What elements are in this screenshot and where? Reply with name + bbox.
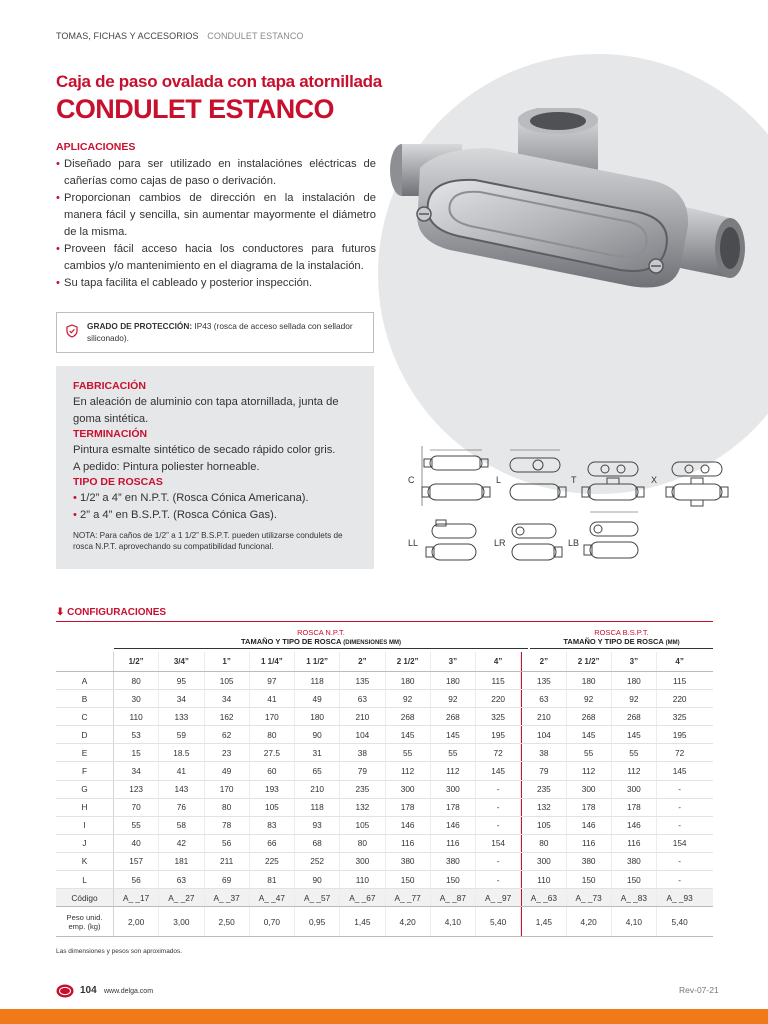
applications-heading: APLICACIONES (56, 141, 136, 153)
table-cell: 135 (521, 672, 566, 689)
table-cell: 112 (431, 762, 476, 779)
table-cell: 181 (159, 853, 204, 870)
table-cell: 135 (340, 672, 385, 689)
table-cell: 178 (386, 799, 431, 816)
table-cell: 115 (673, 675, 687, 686)
table-cell: 0,95 (295, 907, 340, 936)
table-row (56, 781, 713, 799)
table-row (56, 799, 713, 817)
table-cell: 80 (521, 835, 566, 852)
table-cell: A_ _87 (431, 889, 476, 906)
table-cell: A_ _37 (205, 889, 250, 906)
column-header: 4” (476, 652, 521, 671)
table-cell: 92 (612, 690, 657, 707)
diagram-label-x: X (651, 475, 658, 485)
table-cell: 116 (612, 835, 657, 852)
table-cell: 150 (567, 871, 612, 888)
finish-line: Pintura esmalte sintético de secado rápido color gris. (73, 444, 336, 456)
row-label: C (56, 708, 114, 725)
table-cell: 90 (295, 871, 340, 888)
table-cell: 150 (431, 871, 476, 888)
finish-heading: TERMINACIÓN (73, 428, 148, 440)
table-cell: 55 (386, 744, 431, 761)
table-cell: A_ _73 (567, 889, 612, 906)
diagram-label-c: C (408, 475, 415, 485)
row-label: L (56, 871, 114, 888)
table-cell: 41 (250, 690, 295, 707)
table-cell: 0,70 (250, 907, 295, 936)
table-cell: 115 (476, 672, 521, 689)
table-cell: A_ _83 (612, 889, 657, 906)
table-cell: A_ _17 (114, 889, 159, 906)
table-row (56, 853, 713, 871)
row-label: I (56, 817, 114, 834)
table-cell: 252 (295, 853, 340, 870)
footnote: Las dimensiones y pesos son aproximados. (56, 948, 183, 955)
diagram-label-t: T (571, 475, 577, 485)
table-cell: 80 (340, 835, 385, 852)
table-cell: 380 (431, 853, 476, 870)
table-cell: - (678, 874, 681, 885)
table-cell: 83 (250, 817, 295, 834)
table-cell: 110 (114, 708, 159, 725)
diagram-drawings (400, 436, 730, 576)
table-cell: 40 (114, 835, 159, 852)
table-cell: - (476, 799, 521, 816)
protection-rating-box (56, 312, 374, 353)
list-item: • 2” a 4” en B.S.P.T. (Rosca Cónica Gas). (73, 509, 277, 521)
table-cell: 157 (114, 853, 159, 870)
table-cell: 80 (114, 672, 159, 689)
table-row (56, 871, 713, 889)
table-cell: - (476, 781, 521, 798)
table-cell: 268 (431, 708, 476, 725)
table-cell: 110 (340, 871, 385, 888)
list-item: • 1/2” a 4” en N.P.T. (Rosca Cónica Americana). (73, 492, 309, 504)
dimensions-table (56, 652, 713, 937)
row-label: E (56, 744, 114, 761)
table-cell: 123 (114, 781, 159, 798)
table-cell: 220 (476, 690, 521, 707)
table-cell: 1,45 (340, 907, 385, 936)
table-cell: 150 (386, 871, 431, 888)
list-item: • Proporcionan cambios de dirección en la instalación de manera fácil y sencilla, sin aumentar mayormente el diámetro de la misma. (56, 192, 376, 238)
table-cell: 178 (612, 799, 657, 816)
table-row-peso (56, 907, 713, 937)
table-cell: 4,20 (386, 907, 431, 936)
column-header: 1 1/4” (250, 652, 295, 671)
table-cell: 145 (431, 726, 476, 743)
row-label: A (56, 672, 114, 689)
table-cell: 1,45 (521, 907, 566, 936)
bspt-group-header: ROSCA B.S.P.T. TAMAÑO Y TIPO DE ROSCA (MM) (563, 628, 680, 646)
table-cell: A_ _97 (476, 889, 521, 906)
table-cell: 31 (295, 744, 340, 761)
table-cell: 72 (675, 747, 685, 758)
column-header: 4” (675, 657, 684, 666)
breadcrumb (56, 31, 304, 41)
table-cell: 235 (521, 781, 566, 798)
column-header: 3” (612, 652, 657, 671)
table-cell: 154 (672, 838, 687, 849)
column-header: 2” (521, 652, 566, 671)
table-cell: 42 (159, 835, 204, 852)
table-cell: 118 (295, 672, 340, 689)
table-cell: 300 (431, 781, 476, 798)
table-cell: 145 (567, 726, 612, 743)
npt-group-header: ROSCA N.P.T. TAMAÑO Y TIPO DE ROSCA (DIMENSIONES MM) (241, 628, 401, 646)
table-cell: 34 (114, 762, 159, 779)
table-cell: 225 (250, 853, 295, 870)
website-link[interactable]: www.delga.com (104, 988, 154, 995)
table-cell: A_ _27 (159, 889, 204, 906)
table-cell: 41 (159, 762, 204, 779)
table-cell: 90 (295, 726, 340, 743)
table-cell: 2,50 (205, 907, 250, 936)
table-cell: 2,00 (114, 907, 159, 936)
table-cell: 49 (295, 690, 340, 707)
table-row (56, 672, 713, 690)
table-cell: 3,00 (159, 907, 204, 936)
row-label: G (56, 781, 114, 798)
table-cell: 154 (476, 835, 521, 852)
table-cell: 49 (205, 762, 250, 779)
table-cell: 5,40 (671, 916, 688, 927)
table-cell: 380 (612, 853, 657, 870)
table-cell: 112 (386, 762, 431, 779)
table-cell: - (678, 802, 681, 813)
table-cell: 118 (295, 799, 340, 816)
table-cell: 63 (159, 871, 204, 888)
configurations-heading: ⬇ CONFIGURACIONES (56, 607, 167, 618)
diagram-label-ll: LL (408, 538, 419, 548)
table-cell: 27.5 (250, 744, 295, 761)
row-label: F (56, 762, 114, 779)
column-header: 2” (340, 652, 385, 671)
bspt-group-line (530, 648, 713, 649)
table-cell: 268 (386, 708, 431, 725)
table-row (56, 762, 713, 780)
table-cell: 92 (431, 690, 476, 707)
table-cell: 105 (521, 817, 566, 834)
table-cell: 210 (295, 781, 340, 798)
table-cell: 93 (295, 817, 340, 834)
table-cell: 92 (567, 690, 612, 707)
thread-heading: TIPO DE ROSCAS (73, 476, 163, 488)
table-cell: - (678, 784, 681, 795)
table-cell: A_ _93 (666, 892, 693, 903)
table-cell: 70 (114, 799, 159, 816)
column-header: 3” (431, 652, 476, 671)
table-cell: A_ _67 (340, 889, 385, 906)
table-cell: 210 (340, 708, 385, 725)
table-cell: 180 (431, 672, 476, 689)
table-cell: 63 (340, 690, 385, 707)
diagram-label-lr: LR (494, 538, 506, 548)
table-cell: - (476, 817, 521, 834)
table-row (56, 726, 713, 744)
table-cell: 23 (205, 744, 250, 761)
fabrication-heading: FABRICACIÓN (73, 380, 146, 392)
table-cell: 235 (340, 781, 385, 798)
table-cell: 211 (205, 853, 250, 870)
table-cell: 78 (205, 817, 250, 834)
row-label: D (56, 726, 114, 743)
table-cell: 180 (567, 672, 612, 689)
table-cell: 68 (295, 835, 340, 852)
table-row (56, 690, 713, 708)
table-cell: 66 (250, 835, 295, 852)
table-cell: 34 (159, 690, 204, 707)
table-cell: 4,20 (567, 907, 612, 936)
table-cell: 59 (159, 726, 204, 743)
column-header: 1 1/2” (295, 652, 340, 671)
table-cell: 105 (205, 672, 250, 689)
table-cell: 80 (250, 726, 295, 743)
table-cell: 132 (340, 799, 385, 816)
table-cell: 62 (205, 726, 250, 743)
table-cell: 170 (250, 708, 295, 725)
table-cell: 145 (612, 726, 657, 743)
table-cell: 116 (386, 835, 431, 852)
list-item: • Diseñado para ser utilizado en instalaciónes eléctricas de cañerías como cajas de paso o derivación. (56, 158, 376, 187)
table-cell: 18.5 (159, 744, 204, 761)
table-cell: 300 (612, 781, 657, 798)
page-title: CONDULET ESTANCO (56, 94, 334, 124)
table-cell: 380 (386, 853, 431, 870)
table-cell: 56 (114, 871, 159, 888)
table-row (56, 835, 713, 853)
table-cell: 178 (567, 799, 612, 816)
table-cell: A_ _63 (521, 889, 566, 906)
table-cell: 104 (521, 726, 566, 743)
table-cell: 105 (340, 817, 385, 834)
page-subtitle: Caja de paso ovalada con tapa atornillada (56, 72, 382, 91)
table-cell: 116 (567, 835, 612, 852)
table-cell: 105 (250, 799, 295, 816)
table-header-row (56, 652, 713, 672)
table-cell: 268 (567, 708, 612, 725)
shield-icon (65, 324, 79, 338)
table-cell: 146 (431, 817, 476, 834)
npt-group-line (114, 648, 528, 649)
table-row-codigo (56, 889, 713, 907)
arrow-down-icon: ⬇ (56, 607, 65, 618)
table-cell: 132 (521, 799, 566, 816)
table-cell: A_ _47 (250, 889, 295, 906)
table-cell: 55 (114, 817, 159, 834)
list-item: • Su tapa facilita el cableado y posterior inspección. (56, 277, 313, 289)
table-cell: A_ _77 (386, 889, 431, 906)
table-cell: 55 (431, 744, 476, 761)
table-cell: 195 (672, 729, 687, 740)
table-cell: 145 (672, 766, 687, 777)
brand-logo (56, 984, 74, 998)
configurations-divider (56, 621, 713, 622)
protection-text: IP43 (rosca de acceso sellada con sellador siliconado). (87, 321, 353, 343)
table-cell: 4,10 (431, 907, 476, 936)
table-cell: 325 (476, 708, 521, 725)
table-cell: 53 (114, 726, 159, 743)
list-item: • Proveen fácil acceso hacia los conductores para futuros cambios y/o mantenimiento en el diagrama de la instalación. (56, 243, 376, 272)
table-cell: 170 (205, 781, 250, 798)
table-row (56, 708, 713, 726)
table-cell: - (476, 853, 521, 870)
table-cell: 143 (159, 781, 204, 798)
row-label: K (56, 853, 114, 870)
fabrication-note: NOTA: Para caños de 1/2” a 1 1/2” B.S.P.T. pueden utilizarse condulets de rosca N.P.T. aprovechando su compatibilidad funcional. (73, 531, 343, 551)
table-cell: 162 (205, 708, 250, 725)
table-cell: 69 (205, 871, 250, 888)
table-cell: 300 (521, 853, 566, 870)
table-cell: 146 (386, 817, 431, 834)
table-corner (56, 652, 114, 671)
table-cell: 92 (386, 690, 431, 707)
table-cell: 5,40 (476, 907, 521, 936)
column-header: 3/4” (159, 652, 204, 671)
table-cell: 178 (431, 799, 476, 816)
column-header: 1” (205, 652, 250, 671)
table-cell: 268 (612, 708, 657, 725)
table-cell: 72 (476, 744, 521, 761)
table-cell: 97 (250, 672, 295, 689)
breadcrumb-current: CONDULET ESTANCO (207, 31, 304, 41)
table-cell: 4,10 (612, 907, 657, 936)
applications-section (56, 141, 376, 292)
table-cell: 112 (567, 762, 612, 779)
product-image (380, 108, 760, 338)
table-cell: 15 (114, 744, 159, 761)
diagram-label-lb: LB (568, 538, 580, 548)
table-cell: 193 (250, 781, 295, 798)
protection-label: GRADO DE PROTECCIÓN: (87, 321, 193, 331)
fabrication-text: En aleación de aluminio con tapa atornillada, junta de goma sintética. (73, 396, 339, 425)
table-cell: 195 (476, 726, 521, 743)
table-cell: 79 (521, 762, 566, 779)
table-cell: 146 (612, 817, 657, 834)
column-header: 2 1/2” (567, 652, 612, 671)
revision-label: Rev-07-21 (679, 985, 719, 995)
table-cell: 300 (567, 781, 612, 798)
table-cell: 55 (612, 744, 657, 761)
table-cell: 145 (386, 726, 431, 743)
table-cell: 116 (431, 835, 476, 852)
table-cell: 81 (250, 871, 295, 888)
table-cell: 180 (612, 672, 657, 689)
table-cell: 60 (250, 762, 295, 779)
table-cell: 38 (340, 744, 385, 761)
table-cell: 79 (340, 762, 385, 779)
table-row (56, 744, 713, 762)
table-cell: 210 (521, 708, 566, 725)
table-cell: 112 (612, 762, 657, 779)
table-cell: 80 (205, 799, 250, 816)
table-cell: 104 (340, 726, 385, 743)
configuration-diagrams (400, 436, 730, 576)
table-cell: 220 (672, 693, 687, 704)
table-cell: 58 (159, 817, 204, 834)
fabrication-panel (56, 366, 374, 569)
table-cell: 145 (476, 762, 521, 779)
table-cell: 325 (672, 711, 687, 722)
finish-line: A pedido: Pintura poliester horneable. (73, 461, 260, 473)
table-cell: 65 (295, 762, 340, 779)
table-cell: 300 (386, 781, 431, 798)
row-label: Código (56, 889, 114, 906)
breadcrumb-section: TOMAS, FICHAS Y ACCESORIOS (56, 31, 199, 41)
table-cell: 95 (159, 672, 204, 689)
table-cell: 76 (159, 799, 204, 816)
table-row (56, 817, 713, 835)
table-cell: 300 (340, 853, 385, 870)
row-label: B (56, 690, 114, 707)
table-cell: 30 (114, 690, 159, 707)
table-cell: 110 (521, 871, 566, 888)
footer-bar (0, 1009, 768, 1024)
page-number: 104 (80, 985, 97, 996)
table-cell: 180 (386, 672, 431, 689)
column-header: 1/2” (114, 652, 159, 671)
table-cell: 56 (205, 835, 250, 852)
table-cell: - (678, 820, 681, 831)
table-cell: 38 (521, 744, 566, 761)
table-cell: - (678, 856, 681, 867)
table-cell: A_ _57 (295, 889, 340, 906)
table-cell: 34 (205, 690, 250, 707)
table-cell: 146 (567, 817, 612, 834)
table-cell: 55 (567, 744, 612, 761)
table-cell: 150 (612, 871, 657, 888)
row-label: Peso unid. emp. (kg) (56, 907, 114, 936)
row-label: H (56, 799, 114, 816)
table-cell: 380 (567, 853, 612, 870)
table-cell: 180 (295, 708, 340, 725)
table-cell: - (476, 871, 521, 888)
row-label: J (56, 835, 114, 852)
table-cell: 63 (521, 690, 566, 707)
table-cell: 133 (159, 708, 204, 725)
diagram-label-l: L (496, 475, 502, 485)
column-header: 2 1/2” (386, 652, 431, 671)
